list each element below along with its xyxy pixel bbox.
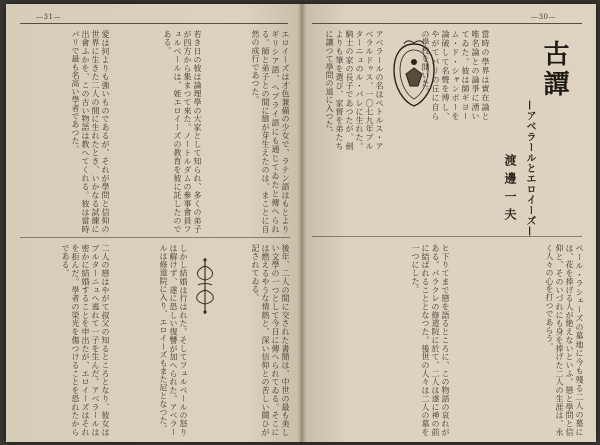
section-divider <box>312 236 582 237</box>
text-block-right-top-2 <box>421 30 490 120</box>
paragraph: しかし結婚は行はれた。そしてフュルベールの怒りは解けず、遂に恐しい復讐が加へられた。アベラールは修道院に入り、エロイーズもまた尼となつた。 <box>159 244 188 436</box>
page-number-right: —30— <box>531 13 556 21</box>
paragraph: 當時の學界は實在論と唯名論との論爭に湧いてゐた。彼は師ギヨーム・ド・シャンポーを論破して名聲を博し、やがてパリの丘に自らの學校を開いた。 <box>421 30 490 120</box>
paragraph: アベラールの名はペトルス・アベラルドゥス、一〇七九年ブルターニュのル・パレに生れた。騎士の家の長子であつたが、劍よりも筆を選び、家督を弟たちに讓つて學問の道に入つた。 <box>325 30 384 150</box>
text-block-right-bottom-1 <box>312 244 450 436</box>
paragraph: 後年、二人の間に交された書簡は、中世の最も美しい文學の一つとして今日に傳へられてゐる。そこには燃えるやうな情熱と、深い信仰との苦しい鬪ひが記されてゐる。 <box>251 244 290 436</box>
article-title: 古譚 <box>539 40 569 100</box>
page-number-left: —31— <box>36 13 61 21</box>
article-subtitle: —アベラールとエロイーズ— <box>524 100 535 237</box>
paragraph: ヒ下りてまで戀を語るところに、この物語の哀れがある。パラクレの修道院に於て、二人は遂に神の前に結ばれることとなつた。後世の人々は二人の墓を一つにした。 <box>411 244 450 436</box>
text-block-left-bottom-2 <box>114 244 188 436</box>
paragraph: 愛は何よりも強いものであるが、それが學問と信仰の世界に生きた二人の間に生れたとき、いかなる試練に出會ふかを、この古い物語は教へてくれる。彼は當時パリで最も名高い學者であつた。 <box>71 30 110 233</box>
text-block-left-top-2 <box>114 30 202 233</box>
text-block-left-bottom-1 <box>20 244 110 436</box>
paragraph: 二人の戀はやがて叔父の知るところとなり、彼女はブルターニュへ逃れて一子を生んだ。アベラールは密かに結婚することを申出たが、エロイーズはそれを拒んだ。學者の榮光を傷つけることを恐れたからである。 <box>61 244 110 436</box>
text-block-left-top-3 <box>206 30 290 233</box>
header-rule-right <box>312 23 582 24</box>
text-block-right-bottom-2 <box>454 244 584 436</box>
ornament-icon <box>190 256 220 316</box>
section-divider <box>20 237 290 238</box>
paragraph: エロイーズは才色兼備の少女で、ラテン語はもとよりギリシア語、ヘブライ語にも通じてゐたと傳へられる。師と弟子との間に戀が芽生えたのは、まことに自然の成行であつた。 <box>251 30 290 233</box>
right-page <box>302 4 596 442</box>
paragraph: 若き日の彼は論理學の大家として知られ、多くの弟子が四方から集まつて來た。ノートルダムの參事會員フュルベールは、姪エロイーズの教育を彼に託したのである。 <box>163 30 202 233</box>
book-gutter <box>298 4 306 442</box>
paragraph: ペール・ラシェーズの墓地に今も殘る二人の墓には、花を捧げる人が絶えないといふ。戀と學問と信仰と、そのいづれにも身を捧げた二人の生涯は、永く人々の心を打つであらう。 <box>545 244 584 436</box>
header-rule-left <box>20 23 288 24</box>
text-block-left-top-1 <box>20 30 110 233</box>
text-block-right-top-1 <box>316 30 384 150</box>
book-spread <box>6 4 596 442</box>
author-name: 渡邊一夫 <box>503 154 517 226</box>
text-block-left-bottom-3 <box>224 244 290 436</box>
left-page <box>6 4 302 442</box>
